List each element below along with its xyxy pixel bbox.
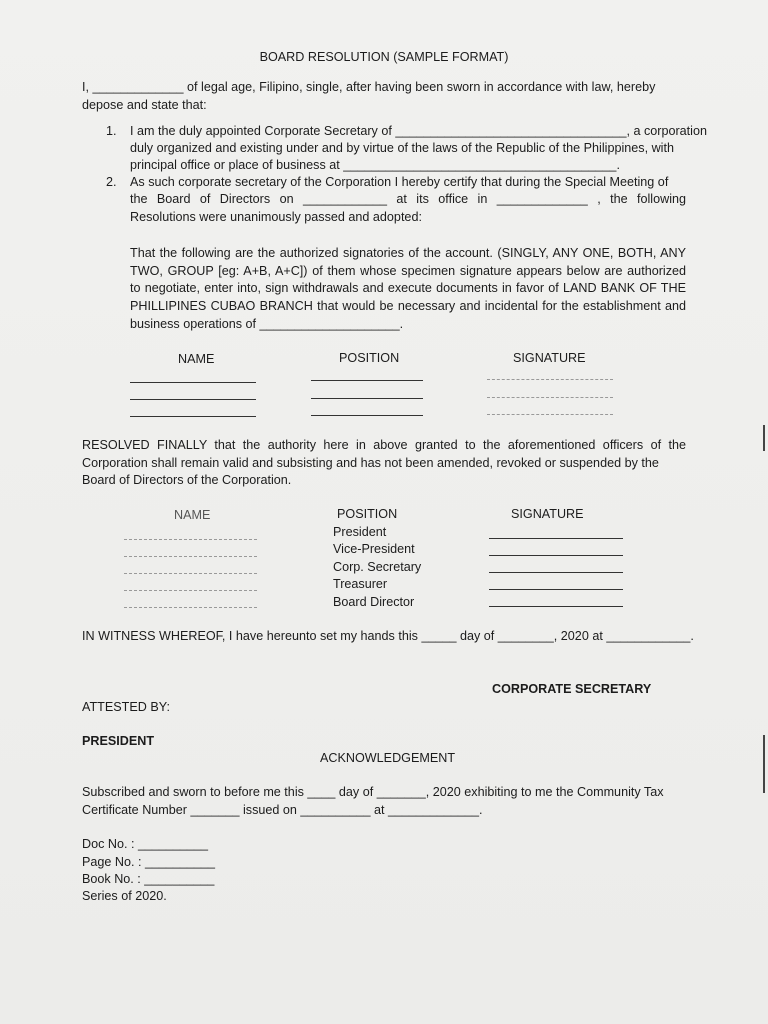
paragraph-line-1: That the following are the authorized signatories of the account. (SINGLY, ANY ONE, BOTH, ANY — [130, 246, 686, 260]
corporate-secretary-label: CORPORATE SECRETARY — [492, 682, 652, 696]
intro-line-1: I, _____________ of legal age, Filipino, single, after having been sworn in accordance with law, hereby — [82, 80, 656, 94]
resolved-line-2: Corporation shall remain valid and subsisting and has not been amended, revoked or suspended by the — [82, 456, 659, 470]
table2-signature-line — [489, 555, 623, 556]
table1-position-line — [311, 415, 423, 416]
item-1-number: 1. — [106, 124, 117, 138]
paragraph-line-4: PHILLIPINES CUBAO BRANCH that would be necessary and incidental for the establishment and — [130, 299, 686, 313]
table2-signature-line — [489, 538, 623, 539]
president-label: PRESIDENT — [82, 734, 155, 748]
item-2-line-3: Resolutions were unanimously passed and adopted: — [130, 210, 422, 224]
intro-line-2: depose and state that: — [82, 98, 207, 112]
table1-signature-line — [487, 379, 613, 380]
item-1-line-2: duly organized and existing under and by virtue of the laws of the Republic of the Philippines, with — [130, 141, 674, 155]
table2-position-vice-president: Vice-President — [333, 542, 415, 556]
item-2-line-1: As such corporate secretary of the Corporation I hereby certify that during the Special Meeting of — [130, 175, 669, 189]
table2-position-header: POSITION — [337, 507, 398, 521]
item-2-line-2: the Board of Directors on ____________ at its office in _____________ , the following — [130, 192, 686, 206]
table1-signature-line — [487, 397, 613, 398]
table2-signature-line — [489, 572, 623, 573]
table1-name-header: NAME — [178, 352, 215, 366]
table2-name-line — [124, 556, 257, 557]
table1-signature-line — [487, 414, 613, 415]
acknowledgement-title: ACKNOWLEDGEMENT — [320, 751, 456, 765]
resolved-line-1: RESOLVED FINALLY that the authority here in above granted to the aforementioned officers of the — [82, 438, 686, 452]
table1-position-line — [311, 398, 423, 399]
resolved-line-3: Board of Directors of the Corporation. — [82, 473, 292, 487]
scan-edge-mark — [763, 735, 765, 793]
table1-name-line — [130, 416, 256, 417]
table1-signature-header: SIGNATURE — [513, 351, 586, 365]
table2-signature-line — [489, 606, 623, 607]
table2-position-treasurer: Treasurer — [333, 577, 388, 591]
table2-signature-header: SIGNATURE — [511, 507, 584, 521]
paragraph-line-2: TWO, GROUP [eg: A+B, A+C]) of them whose specimen signature appears below are authorized — [130, 264, 686, 278]
table2-position-board-director: Board Director — [333, 595, 415, 609]
table1-name-line — [130, 382, 256, 383]
page-number: Page No. : __________ — [82, 855, 216, 869]
table1-position-line — [311, 380, 423, 381]
document-title: BOARD RESOLUTION (SAMPLE FORMAT) — [259, 50, 509, 64]
table2-signature-line — [489, 589, 623, 590]
table2-name-header: NAME — [174, 508, 211, 522]
table2-position-president: President — [333, 525, 387, 539]
table2-name-line — [124, 573, 257, 574]
table1-name-line — [130, 399, 256, 400]
paragraph-line-5: business operations of ____________________. — [130, 317, 404, 331]
table1-position-header: POSITION — [339, 351, 400, 365]
acknowledgement-line-2: Certificate Number _______ issued on __________ at _____________. — [82, 803, 483, 817]
item-1-line-1: I am the duly appointed Corporate Secretary of _________________________________, a corporation — [130, 124, 707, 138]
book-number: Book No. : __________ — [82, 872, 215, 886]
paragraph-line-3: to negotiate, enter into, sign withdrawals and execute documents in favor of LAND BANK OF THE — [130, 281, 686, 295]
witness-line: IN WITNESS WHEREOF, I have hereunto set my hands this _____ day of ________, 2020 at ____________. — [82, 629, 694, 643]
table2-position-corp-secretary: Corp. Secretary — [333, 560, 422, 574]
table2-name-line — [124, 590, 257, 591]
table2-name-line — [124, 539, 257, 540]
table2-name-line — [124, 607, 257, 608]
series-line: Series of 2020. — [82, 889, 167, 903]
acknowledgement-line-1: Subscribed and sworn to before me this ____ day of _______, 2020 exhibiting to me the Community Tax — [82, 785, 664, 799]
scan-edge-mark — [763, 425, 765, 451]
doc-number: Doc No. : __________ — [82, 837, 209, 851]
attested-by-label: ATTESTED BY: — [82, 700, 170, 714]
item-1-line-3: principal office or place of business at _______________________________________. — [130, 158, 620, 172]
item-2-number: 2. — [106, 175, 117, 189]
